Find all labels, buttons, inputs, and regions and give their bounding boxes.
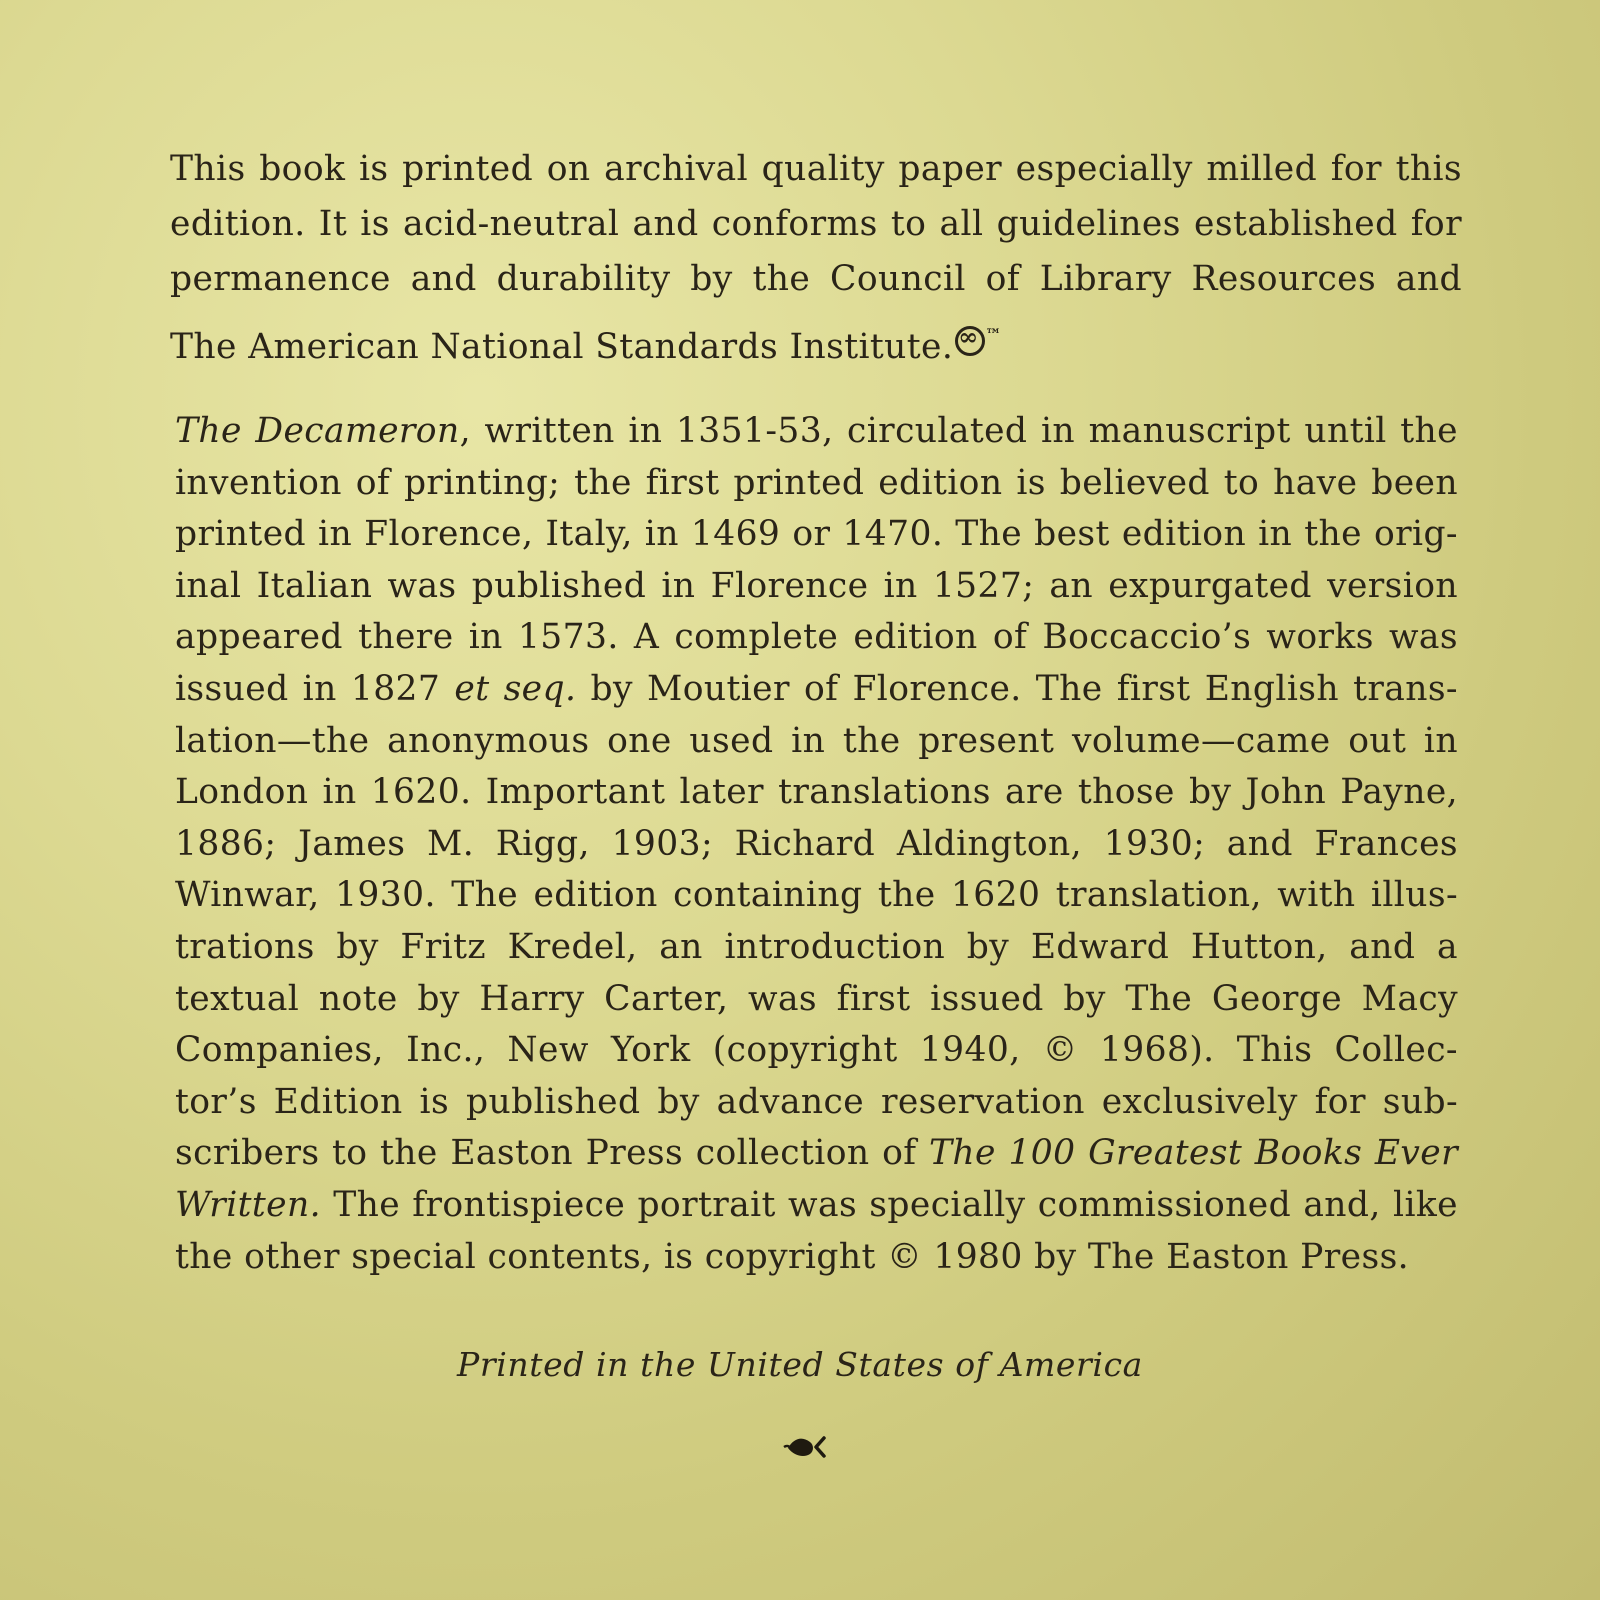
series-title: The 100 Greatest Books Ever — [929, 1133, 1459, 1174]
history-line: appeared there in 1573. A complete edition of Boccaccio’s works was — [175, 617, 1458, 658]
book-title: The Decameron — [175, 411, 460, 451]
history-line: trations by Fritz Kredel, an introduction by Edward Hutton, and a — [175, 926, 1458, 967]
history-line: printed in Florence, Italy, in 1469 or 1470. The best edition in the orig- — [175, 514, 1458, 555]
history-line: textual note by Harry Carter, was first issued by The George Macy — [175, 978, 1458, 1019]
paper-note-line: edition. It is acid-neutral and conforms to all guidelines established for — [170, 204, 1462, 244]
et-seq: et seq. — [454, 668, 577, 709]
history-line: issued in 1827 et seq. by Moutier of Florence. The first English trans- — [175, 668, 1458, 709]
history-line: invention of printing; the first printed edition is believed to have been — [175, 462, 1458, 503]
series-title-end: Written. — [175, 1184, 321, 1225]
edition-history-paragraph — [175, 406, 1458, 1283]
history-line: 1886; James M. Rigg, 1903; Richard Aldington, 1930; and Frances — [175, 823, 1458, 864]
fleuron-ornament-icon — [780, 1432, 840, 1460]
history-line: inal Italian was published in Florence in 1527; an expurgated version — [175, 565, 1458, 606]
paper-note-line-last — [170, 307, 1462, 375]
history-line: Winwar, 1930. The edition containing the 1620 translation, with illus- — [175, 875, 1458, 916]
trademark-symbol: ™ — [985, 325, 1002, 344]
history-line: lation—the anonymous one used in the present volume—came out in — [175, 720, 1458, 761]
paper-note-paragraph — [170, 142, 1462, 375]
printed-in-line: Printed in the United States of America — [457, 1345, 1143, 1384]
history-line: scribers to the Easton Press collection of The 100 Greatest Books Ever — [175, 1133, 1459, 1174]
paper-note-line: This book is printed on archival quality paper especially milled for this — [170, 149, 1462, 189]
history-line-last: the other special contents, is copyright © 1980 by The Easton Press. — [175, 1236, 1410, 1277]
history-line: tor’s Edition is published by advance reservation exclusively for sub- — [175, 1081, 1458, 1122]
paper-note-line: permanence and durability by the Council of Library Resources and — [170, 259, 1462, 299]
paper-note-text: The American National Standards Institute. — [170, 327, 954, 367]
history-line: London in 1620. Important later translations are those by John Payne, — [175, 772, 1458, 813]
history-line: The Decameron, written in 1351-53, circulated in manuscript until the — [175, 411, 1458, 451]
history-line: Companies, Inc., New York (copyright 1940, © 1968). This Collec- — [175, 1030, 1458, 1071]
permanence-of-paper-icon — [955, 326, 985, 356]
history-line: Written. The frontispiece portrait was specially commissioned and, like — [175, 1184, 1458, 1225]
